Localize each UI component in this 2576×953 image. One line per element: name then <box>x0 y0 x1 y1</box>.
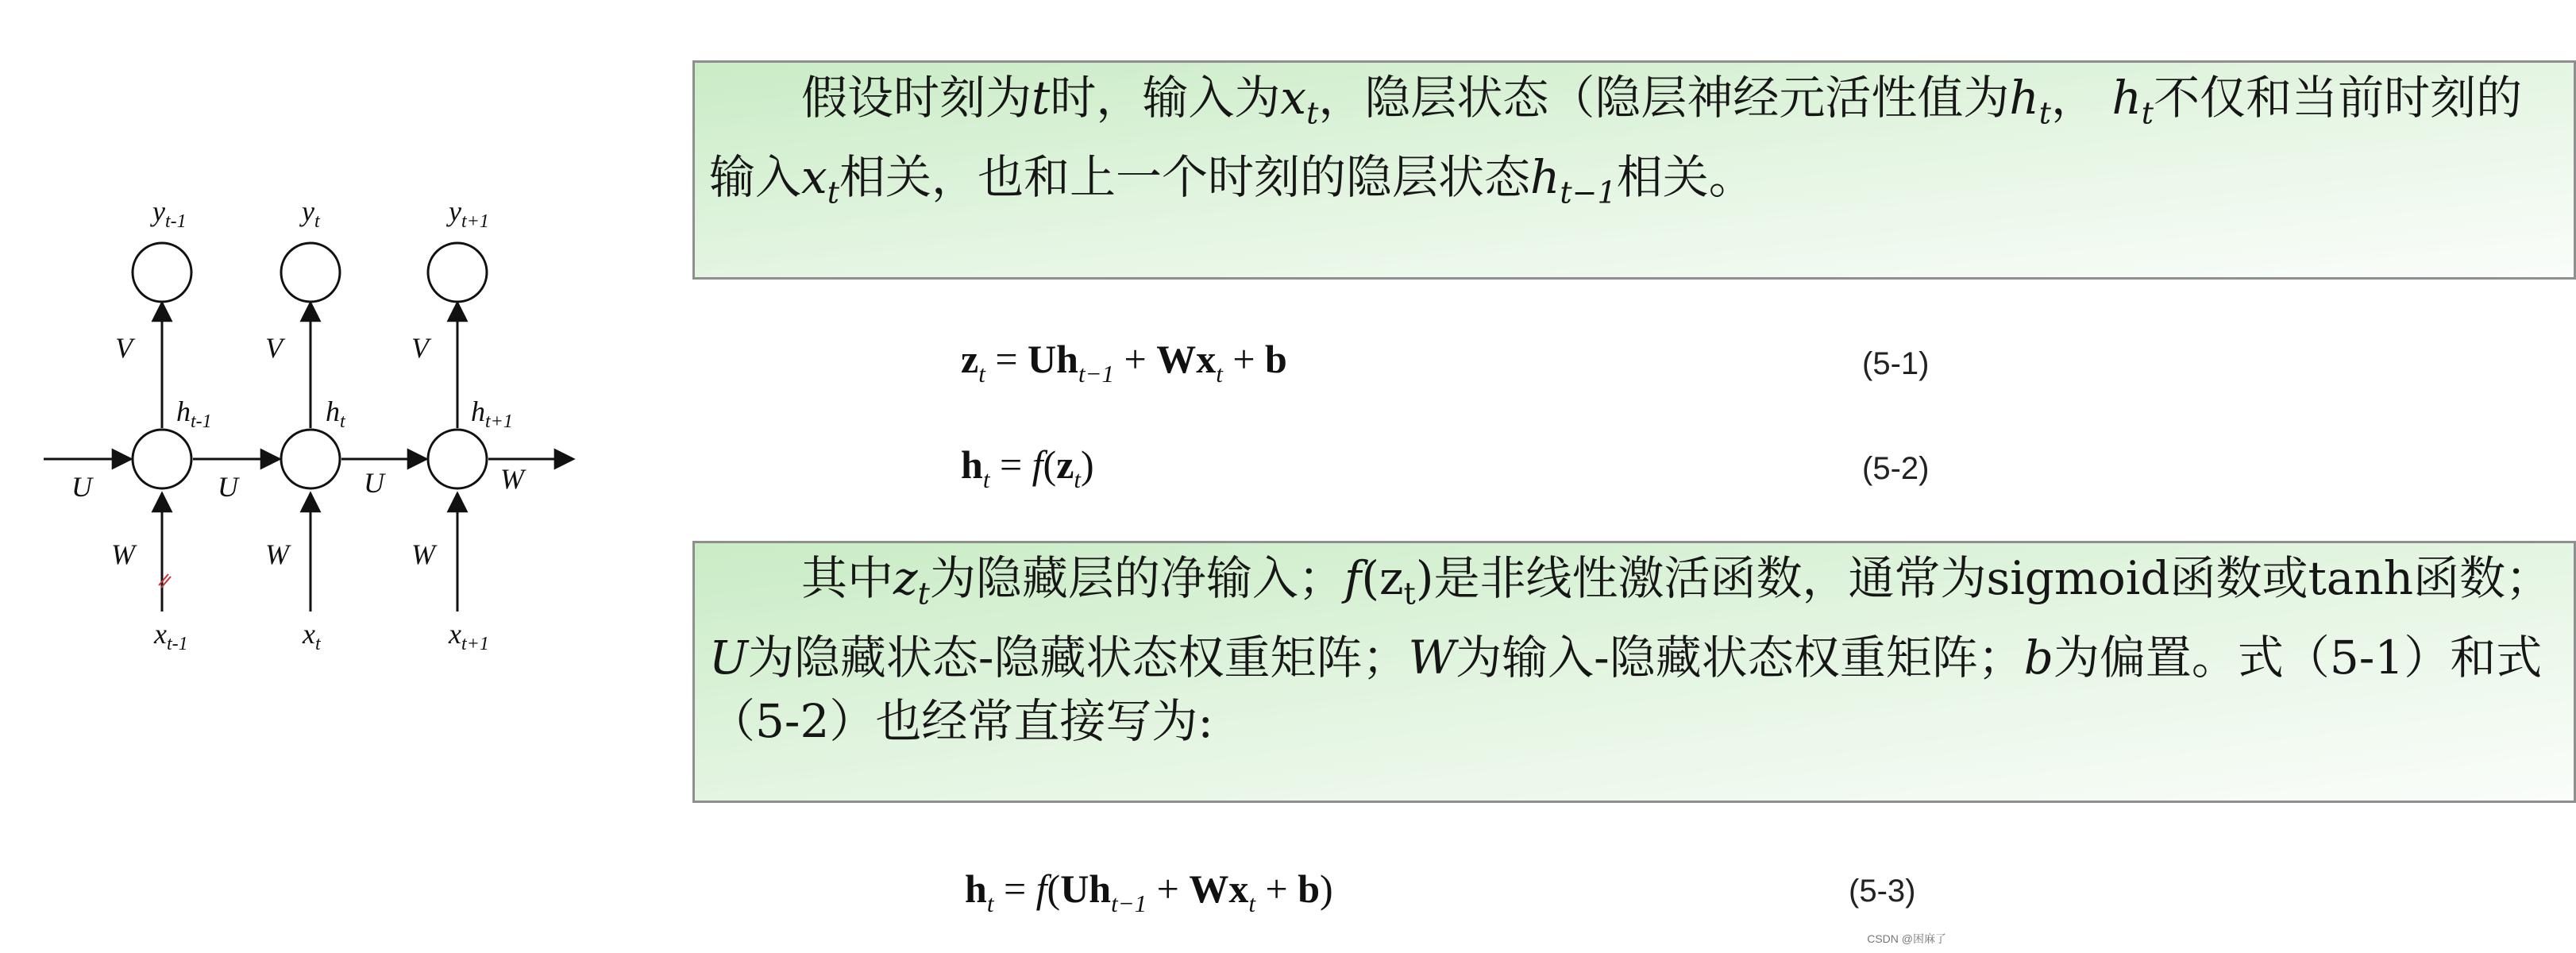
output-label: $y_{t+1}$ <box>449 195 489 232</box>
hidden-label: $h_{t-1}$ <box>176 395 212 432</box>
output-node <box>428 243 487 302</box>
weight-label-v: V <box>115 332 133 364</box>
weight-label-w: W <box>411 538 435 570</box>
weight-label-w: W <box>265 538 289 570</box>
pen-cursor-icon <box>159 574 171 588</box>
equation-5-3: $h_t = f(Uh_{t-1} + Wx_t + b)$ <box>965 866 1333 917</box>
input-label: $x_t$ <box>303 618 321 654</box>
output-node <box>133 243 191 302</box>
input-label: $x_{t+1}$ <box>449 618 489 654</box>
explanation-text: 其中$z_t$为隐藏层的净输入；$f(z_t)$是非线性激活函数，通常为sigmoid函数或tanh函数；U为隐藏状态-隐藏状态权重矩阵；W为输入-隐藏状态权重矩阵；b为偏置。式（5-1）和式（5-2）也经常直接写为: <box>709 551 2552 748</box>
rnn-unrolled-diagram <box>0 0 604 683</box>
output-node <box>281 243 340 302</box>
weight-label-u: U <box>218 471 238 503</box>
weight-label-w: W <box>111 538 135 570</box>
hidden-label: $h_t$ <box>326 395 345 432</box>
hidden-node <box>281 430 340 488</box>
equation-number: (5-2) <box>1862 451 1930 486</box>
weight-label-u: U <box>71 471 92 503</box>
hidden-label: $h_{t+1}$ <box>471 395 513 432</box>
output-label: $y_{t-1}$ <box>152 195 187 232</box>
input-label: $x_{t-1}$ <box>154 618 188 654</box>
weight-label-v: V <box>265 332 283 364</box>
explanation-box <box>692 541 2576 803</box>
equation-number: (5-1) <box>1862 346 1930 381</box>
weight-label-v: V <box>411 332 429 364</box>
equation-5-2: $h_t = f(z_t)$ <box>961 442 1094 493</box>
hidden-node <box>133 430 191 488</box>
output-label: $y_t$ <box>302 195 320 232</box>
hidden-node <box>428 430 487 488</box>
equation-number: (5-3) <box>1849 874 1916 909</box>
weight-label-w-final: W <box>500 463 524 495</box>
equation-5-1: $z_t = Uh_{t-1} + Wx_t + b$ <box>961 337 1287 388</box>
weight-label-u: U <box>364 467 384 499</box>
definition-text: 假设时刻为t时，输入为$x_t$，隐层状态（隐层神经元活性值为$h_t$， $h_t$不仅和当前时刻的输入$x_t$相关，也和上一个时刻的隐层状态$h_{t-1}$相关。 <box>709 71 2523 210</box>
definition-box <box>692 60 2576 280</box>
watermark: CSDN @困麻了 <box>1867 932 1946 945</box>
